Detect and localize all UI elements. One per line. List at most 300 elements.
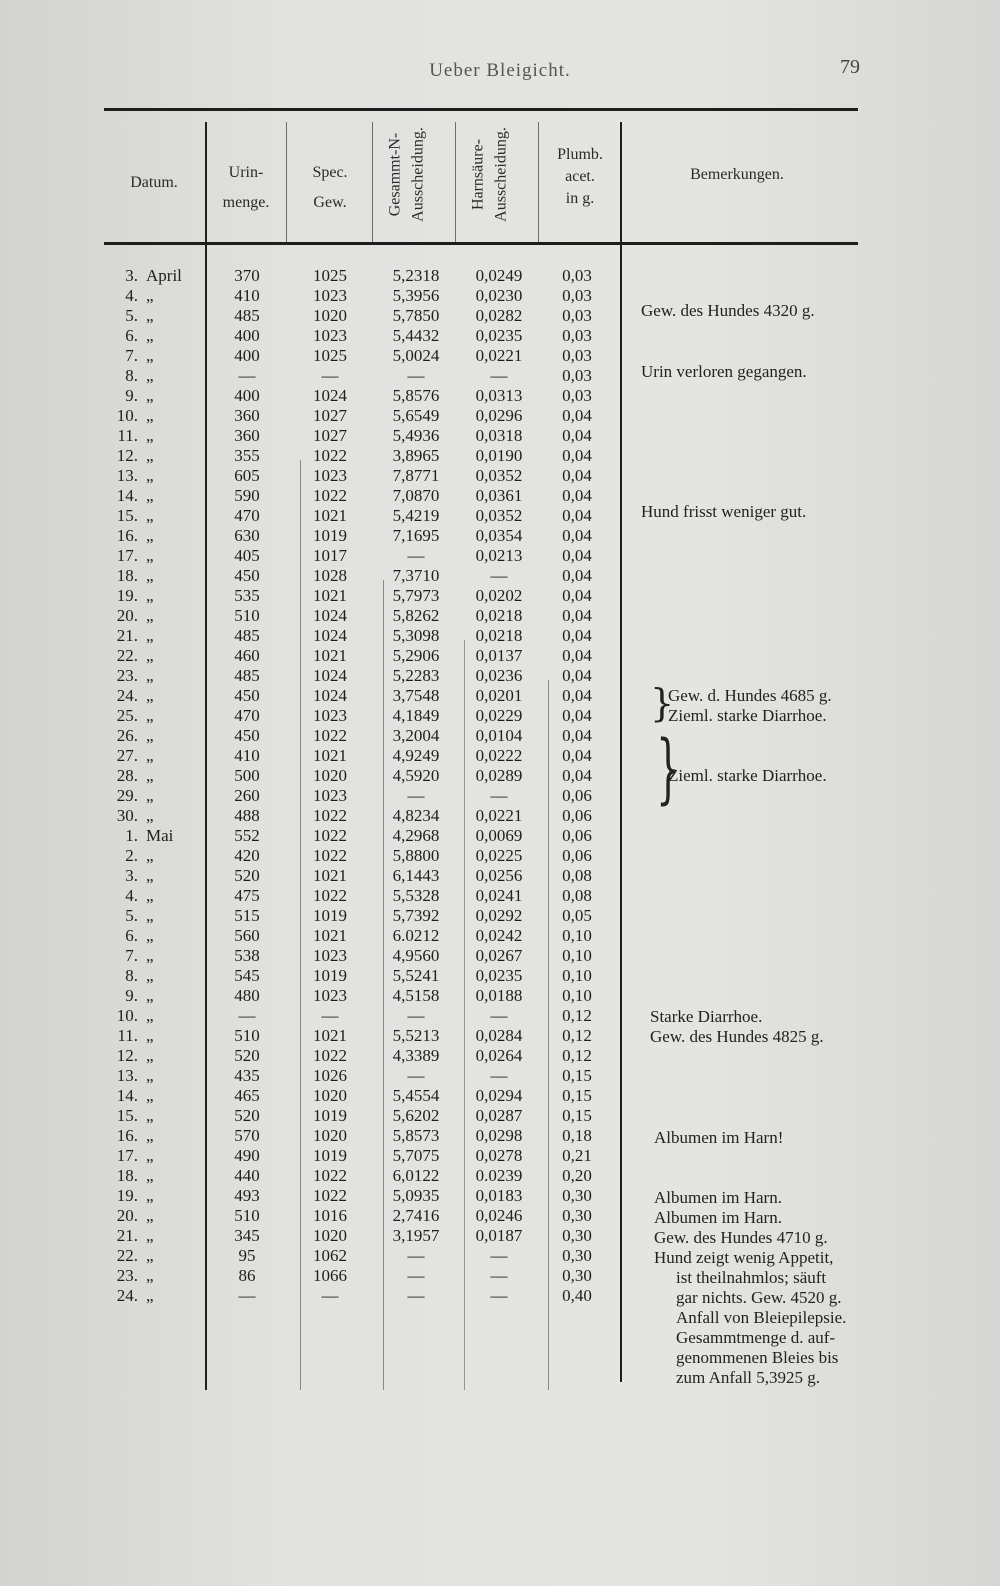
row-plumb-acet: 0,03 [562, 386, 592, 405]
row-urinmenge: 535 [234, 586, 260, 605]
row-plumb-acet: 0,30 [562, 1226, 592, 1245]
table-row [0, 746, 1000, 766]
row-spec-gew: 1023 [313, 706, 347, 725]
row-gesammt-n: 5,6202 [392, 1106, 440, 1125]
row-month: „ [146, 706, 154, 725]
row-month: „ [146, 486, 154, 505]
table-row [0, 366, 1000, 386]
row-spec-gew: 1062 [313, 1246, 347, 1265]
row-month: „ [146, 1266, 154, 1285]
row-gesammt-n: — [407, 546, 425, 565]
row-harnsaeure: 0,0218 [475, 606, 523, 625]
row-urinmenge: 440 [234, 1166, 260, 1185]
row-harnsaeure: 0,0284 [475, 1026, 523, 1045]
remark-weight-4685: Gew. d. Hundes 4685 g. [668, 686, 832, 705]
running-title: Ueber Bleigicht. [429, 60, 571, 81]
remark-starke-diarrhoe: Starke Diarrhoe. [650, 1007, 763, 1026]
row-spec-gew: 1019 [313, 526, 347, 545]
row-plumb-acet: 0,10 [562, 966, 592, 985]
row-day: 4. [125, 286, 138, 305]
table-row [0, 266, 1000, 286]
row-harnsaeure: 0,0222 [475, 746, 523, 765]
row-urinmenge: 410 [234, 286, 260, 305]
row-month: „ [146, 966, 154, 985]
remark-albumen-2: Albumen im Harn. [654, 1188, 782, 1207]
row-harnsaeure: — [490, 786, 508, 805]
row-urinmenge: 515 [234, 906, 260, 925]
row-urinmenge: 520 [234, 1046, 260, 1065]
row-gesammt-n: 3,7548 [392, 686, 440, 705]
row-day: 30. [116, 806, 138, 825]
row-month: Mai [146, 826, 174, 845]
row-harnsaeure: 0,0249 [475, 266, 523, 285]
row-plumb-acet: 0,08 [562, 866, 592, 885]
row-harnsaeure: 0,0242 [475, 926, 523, 945]
row-urinmenge: 450 [234, 686, 260, 705]
row-day: 17. [116, 1146, 138, 1165]
remark-total-lead-2: genommenen Bleies bis [676, 1348, 839, 1367]
row-plumb-acet: 0,06 [562, 806, 592, 825]
row-spec-gew: 1020 [313, 1126, 347, 1145]
table-row [0, 886, 1000, 906]
row-urinmenge: 400 [234, 386, 260, 405]
row-day: 6. [125, 326, 138, 345]
row-month: „ [146, 1286, 154, 1305]
row-spec-gew: 1022 [313, 1166, 347, 1185]
row-spec-gew: 1019 [313, 906, 347, 925]
row-urinmenge: — [238, 1286, 256, 1305]
row-urinmenge: 475 [234, 886, 260, 905]
row-urinmenge: 500 [234, 766, 260, 785]
row-day: 2. [125, 846, 138, 865]
row-day: 22. [116, 1246, 138, 1265]
row-plumb-acet: 0,10 [562, 946, 592, 965]
row-month: „ [146, 686, 154, 705]
row-gesammt-n: 5,8262 [392, 606, 440, 625]
row-month: „ [146, 806, 154, 825]
row-harnsaeure: 0,0229 [475, 706, 523, 725]
row-spec-gew: 1024 [313, 666, 347, 685]
row-urinmenge: 480 [234, 986, 260, 1005]
row-day: 1. [125, 826, 138, 845]
row-harnsaeure: 0,0282 [475, 306, 523, 325]
row-harnsaeure: — [490, 1246, 508, 1265]
header-harnsaeure-line2: Ausscheidung. [492, 127, 510, 222]
row-gesammt-n: 5,7973 [392, 586, 440, 605]
row-spec-gew: 1022 [313, 486, 347, 505]
row-spec-gew: 1025 [313, 346, 347, 365]
row-harnsaeure: 0,0202 [475, 586, 523, 605]
row-day: 18. [116, 1166, 138, 1185]
row-month: „ [146, 1186, 154, 1205]
row-day: 10. [116, 406, 138, 425]
row-gesammt-n: 5,0935 [392, 1186, 440, 1205]
row-gesammt-n: 7,1695 [392, 526, 440, 545]
row-harnsaeure: 0,0361 [475, 486, 523, 505]
row-month: „ [146, 1126, 154, 1145]
row-day: 16. [116, 1126, 138, 1145]
row-month: „ [146, 846, 154, 865]
row-harnsaeure: 0,0352 [475, 466, 523, 485]
table-row [0, 846, 1000, 866]
table-row [0, 806, 1000, 826]
row-plumb-acet: 0,30 [562, 1206, 592, 1225]
row-day: 19. [116, 1186, 138, 1205]
row-day: 9. [125, 986, 138, 1005]
row-gesammt-n: 5,8800 [392, 846, 440, 865]
row-gesammt-n: — [407, 366, 425, 385]
row-day: 15. [116, 1106, 138, 1125]
table-row [0, 906, 1000, 926]
row-month: „ [146, 1046, 154, 1065]
row-month: „ [146, 1166, 154, 1185]
row-gesammt-n: 4,5920 [392, 766, 440, 785]
row-harnsaeure: 0,0246 [475, 1206, 523, 1225]
row-gesammt-n: — [407, 1246, 425, 1265]
table-row [0, 406, 1000, 426]
row-spec-gew: 1021 [313, 1026, 347, 1045]
row-day: 25. [116, 706, 138, 725]
row-month: „ [146, 526, 154, 545]
row-spec-gew: 1021 [313, 646, 347, 665]
row-urinmenge: 405 [234, 546, 260, 565]
row-month: „ [146, 906, 154, 925]
row-harnsaeure: — [490, 1286, 508, 1305]
table-row [0, 726, 1000, 746]
row-month: „ [146, 1086, 154, 1105]
row-spec-gew: 1019 [313, 1106, 347, 1125]
row-harnsaeure: 0,0221 [475, 806, 523, 825]
table-row [0, 946, 1000, 966]
row-plumb-acet: 0,12 [562, 1046, 592, 1065]
row-month: „ [146, 446, 154, 465]
row-urinmenge: 560 [234, 926, 260, 945]
row-gesammt-n: 5,7075 [392, 1146, 440, 1165]
row-month: „ [146, 506, 154, 525]
remark-weight-4320: Gew. des Hundes 4320 g. [641, 301, 815, 320]
table-row [0, 446, 1000, 466]
row-gesammt-n: 5,7850 [392, 306, 440, 325]
row-plumb-acet: 0,15 [562, 1066, 592, 1085]
row-spec-gew: 1020 [313, 1086, 347, 1105]
row-day: 19. [116, 586, 138, 605]
row-gesammt-n: 3,1957 [392, 1226, 440, 1245]
row-month: „ [146, 1246, 154, 1265]
row-gesammt-n: 5,4219 [392, 506, 440, 525]
row-gesammt-n: 3,2004 [392, 726, 440, 745]
row-harnsaeure: 0,0190 [475, 446, 523, 465]
row-plumb-acet: 0,04 [562, 646, 592, 665]
row-day: 3. [125, 866, 138, 885]
row-spec-gew: 1025 [313, 266, 347, 285]
header-plumb-acet [540, 144, 620, 210]
table-row [0, 506, 1000, 526]
row-gesammt-n: 2,7416 [392, 1206, 440, 1225]
remark-eats-less: Hund frisst weniger gut. [641, 502, 807, 521]
row-spec-gew: 1026 [313, 1066, 347, 1085]
row-month: „ [146, 626, 154, 645]
row-plumb-acet: 0,20 [562, 1166, 592, 1185]
row-gesammt-n: — [407, 1006, 425, 1025]
table-row [0, 1206, 1000, 1226]
row-spec-gew: 1023 [313, 286, 347, 305]
row-harnsaeure: 0,0235 [475, 966, 523, 985]
row-month: „ [146, 666, 154, 685]
row-urinmenge: 570 [234, 1126, 260, 1145]
row-harnsaeure: 0,0213 [475, 546, 523, 565]
row-month: „ [146, 466, 154, 485]
row-gesammt-n: 5,4936 [392, 426, 440, 445]
row-gesammt-n: 4,1849 [392, 706, 440, 725]
row-spec-gew: — [321, 1286, 339, 1305]
row-plumb-acet: 0,04 [562, 586, 592, 605]
row-day: 10. [116, 1006, 138, 1025]
table-row [0, 346, 1000, 366]
row-urinmenge: 490 [234, 1146, 260, 1165]
row-harnsaeure: 0,0278 [475, 1146, 523, 1165]
row-spec-gew: 1022 [313, 1046, 347, 1065]
row-month: „ [146, 346, 154, 365]
row-day: 7. [125, 346, 138, 365]
row-plumb-acet: 0,04 [562, 506, 592, 525]
row-harnsaeure: — [490, 1066, 508, 1085]
row-month: „ [146, 546, 154, 565]
column-divider [538, 122, 539, 242]
table-row [0, 1146, 1000, 1166]
table-row [0, 866, 1000, 886]
remark-diarrhoe-1: Zieml. starke Diarrhoe. [668, 706, 827, 725]
row-harnsaeure: 0,0298 [475, 1126, 523, 1145]
remark-weight-4825: Gew. des Hundes 4825 g. [650, 1027, 824, 1046]
header-plumb-line2: acet. [565, 168, 595, 185]
row-day: 18. [116, 566, 138, 585]
row-day: 29. [116, 786, 138, 805]
row-gesammt-n: 6,0122 [392, 1166, 440, 1185]
row-month: „ [146, 1006, 154, 1025]
row-harnsaeure: 0,0294 [475, 1086, 523, 1105]
row-harnsaeure: 0,0218 [475, 626, 523, 645]
row-harnsaeure: — [490, 566, 508, 585]
table-row [0, 1026, 1000, 1046]
row-gesammt-n: 5,3956 [392, 286, 440, 305]
row-plumb-acet: 0,04 [562, 546, 592, 565]
row-spec-gew: 1024 [313, 686, 347, 705]
row-plumb-acet: 0,04 [562, 726, 592, 745]
remark-epilepsy: Anfall von Bleiepilepsie. [676, 1308, 847, 1327]
row-month: „ [146, 386, 154, 405]
row-spec-gew: 1022 [313, 726, 347, 745]
table-row [0, 1006, 1000, 1026]
row-month: „ [146, 726, 154, 745]
row-day: 6. [125, 926, 138, 945]
row-urinmenge: 493 [234, 1186, 260, 1205]
row-gesammt-n: 5,0024 [392, 346, 440, 365]
row-spec-gew: — [321, 366, 339, 385]
row-urinmenge: 260 [234, 786, 260, 805]
row-day: 22. [116, 646, 138, 665]
row-day: 28. [116, 766, 138, 785]
row-harnsaeure: 0,0137 [475, 646, 523, 665]
row-urinmenge: — [238, 366, 256, 385]
row-plumb-acet: 0,21 [562, 1146, 592, 1165]
row-gesammt-n: 6,1443 [392, 866, 440, 885]
row-harnsaeure: — [490, 1006, 508, 1025]
row-plumb-acet: 0,03 [562, 306, 592, 325]
header-urinmenge-line2: menge. [222, 194, 270, 211]
header-urinmenge [207, 162, 285, 214]
row-gesammt-n: 4,9560 [392, 946, 440, 965]
row-month: „ [146, 866, 154, 885]
row-urinmenge: 360 [234, 406, 260, 425]
row-harnsaeure: 0,0352 [475, 506, 523, 525]
remark-weight-4710: Gew. des Hundes 4710 g. [654, 1228, 828, 1247]
row-harnsaeure: 0,0221 [475, 346, 523, 365]
row-gesammt-n: 5,2283 [392, 666, 440, 685]
table-row [0, 686, 1000, 706]
row-spec-gew: 1022 [313, 1186, 347, 1205]
row-plumb-acet: 0,04 [562, 766, 592, 785]
table-row [0, 1046, 1000, 1066]
row-plumb-acet: 0,30 [562, 1186, 592, 1205]
row-plumb-acet: 0,04 [562, 526, 592, 545]
row-urinmenge: 465 [234, 1086, 260, 1105]
header-spec-line2: Gew. [313, 194, 347, 211]
remark-albumen-3: Albumen im Harn. [654, 1208, 782, 1227]
remark-urine-lost: Urin verloren gegangen. [641, 362, 807, 381]
row-spec-gew: 1016 [313, 1206, 347, 1225]
table-row [0, 666, 1000, 686]
row-month: „ [146, 646, 154, 665]
row-plumb-acet: 0,15 [562, 1086, 592, 1105]
row-day: 21. [116, 626, 138, 645]
row-urinmenge: 86 [238, 1266, 256, 1285]
row-spec-gew: 1020 [313, 766, 347, 785]
table-row [0, 426, 1000, 446]
row-day: 8. [125, 966, 138, 985]
row-gesammt-n: 5,8576 [392, 386, 440, 405]
row-spec-gew: 1024 [313, 386, 347, 405]
row-month: „ [146, 886, 154, 905]
row-day: 21. [116, 1226, 138, 1245]
table-row [0, 466, 1000, 486]
remark-total-lead-1: Gesammtmenge d. auf- [676, 1328, 836, 1347]
row-spec-gew: 1022 [313, 886, 347, 905]
row-day: 8. [125, 366, 138, 385]
row-day: 7. [125, 946, 138, 965]
row-spec-gew: 1022 [313, 826, 347, 845]
row-harnsaeure: 0,0264 [475, 1046, 523, 1065]
row-urinmenge: 590 [234, 486, 260, 505]
row-spec-gew: 1017 [313, 546, 347, 565]
row-harnsaeure: 0,0236 [475, 666, 523, 685]
table-row [0, 1066, 1000, 1086]
row-plumb-acet: 0,03 [562, 366, 592, 385]
row-harnsaeure: 0,0256 [475, 866, 523, 885]
row-spec-gew: 1021 [313, 746, 347, 765]
remark-albumen-1: Albumen im Harn! [654, 1128, 784, 1147]
row-day: 14. [116, 1086, 138, 1105]
row-urinmenge: 420 [234, 846, 260, 865]
row-harnsaeure: 0,0318 [475, 426, 523, 445]
remark-apathetic: ist theilnahmlos; säuft [676, 1268, 827, 1287]
table-row [0, 1186, 1000, 1206]
row-spec-gew: 1023 [313, 786, 347, 805]
row-month: „ [146, 586, 154, 605]
row-gesammt-n: 5,5213 [392, 1026, 440, 1045]
row-plumb-acet: 0,06 [562, 846, 592, 865]
row-spec-gew: 1023 [313, 946, 347, 965]
row-urinmenge: 460 [234, 646, 260, 665]
row-day: 3. [125, 266, 138, 285]
column-divider [455, 122, 456, 242]
table-row [0, 786, 1000, 806]
table-row [0, 1246, 1000, 1266]
row-urinmenge: 485 [234, 626, 260, 645]
header-harnsaeure-line1: Harnsäure- [469, 138, 487, 211]
row-plumb-acet: 0,04 [562, 706, 592, 725]
row-harnsaeure: — [490, 1266, 508, 1285]
table-row [0, 486, 1000, 506]
row-urinmenge: 552 [234, 826, 260, 845]
brace-left: } [650, 681, 675, 725]
row-urinmenge: 545 [234, 966, 260, 985]
row-gesammt-n: 5,7392 [392, 906, 440, 925]
row-gesammt-n: 7,3710 [392, 566, 440, 585]
row-urinmenge: 605 [234, 466, 260, 485]
table-row [0, 1166, 1000, 1186]
row-urinmenge: 95 [238, 1246, 256, 1265]
row-gesammt-n: 5,5328 [392, 886, 440, 905]
row-harnsaeure: 0,0296 [475, 406, 523, 425]
row-plumb-acet: 0,03 [562, 286, 592, 305]
table-row [0, 286, 1000, 306]
row-gesammt-n: 5,3098 [392, 626, 440, 645]
row-month: „ [146, 786, 154, 805]
row-gesammt-n: — [407, 786, 425, 805]
table-row [0, 586, 1000, 606]
row-gesammt-n: 3,8965 [392, 446, 440, 465]
row-gesammt-n: 4,5158 [392, 986, 440, 1005]
row-plumb-acet: 0,03 [562, 266, 592, 285]
row-harnsaeure: 0,0104 [475, 726, 523, 745]
row-plumb-acet: 0,06 [562, 826, 592, 845]
row-harnsaeure: — [490, 366, 508, 385]
row-urinmenge: 410 [234, 746, 260, 765]
row-plumb-acet: 0,15 [562, 1106, 592, 1125]
row-plumb-acet: 0,04 [562, 486, 592, 505]
row-spec-gew: 1066 [313, 1266, 347, 1285]
row-month: „ [146, 306, 154, 325]
row-spec-gew: 1021 [313, 866, 347, 885]
row-harnsaeure: 0,0188 [475, 986, 523, 1005]
row-day: 15. [116, 506, 138, 525]
row-plumb-acet: 0,12 [562, 1026, 592, 1045]
row-day: 16. [116, 526, 138, 545]
table-row [0, 1266, 1000, 1286]
row-urinmenge: 485 [234, 666, 260, 685]
row-day: 24. [116, 1286, 138, 1305]
row-gesammt-n: — [407, 1286, 425, 1305]
row-harnsaeure: 0,0069 [475, 826, 523, 845]
row-month: „ [146, 1106, 154, 1125]
row-day: 13. [116, 1066, 138, 1085]
row-plumb-acet: 0,04 [562, 466, 592, 485]
row-harnsaeure: 0,0235 [475, 326, 523, 345]
row-month: „ [146, 566, 154, 585]
row-day: 20. [116, 1206, 138, 1225]
row-month: „ [146, 986, 154, 1005]
table-top-rule [104, 108, 858, 111]
